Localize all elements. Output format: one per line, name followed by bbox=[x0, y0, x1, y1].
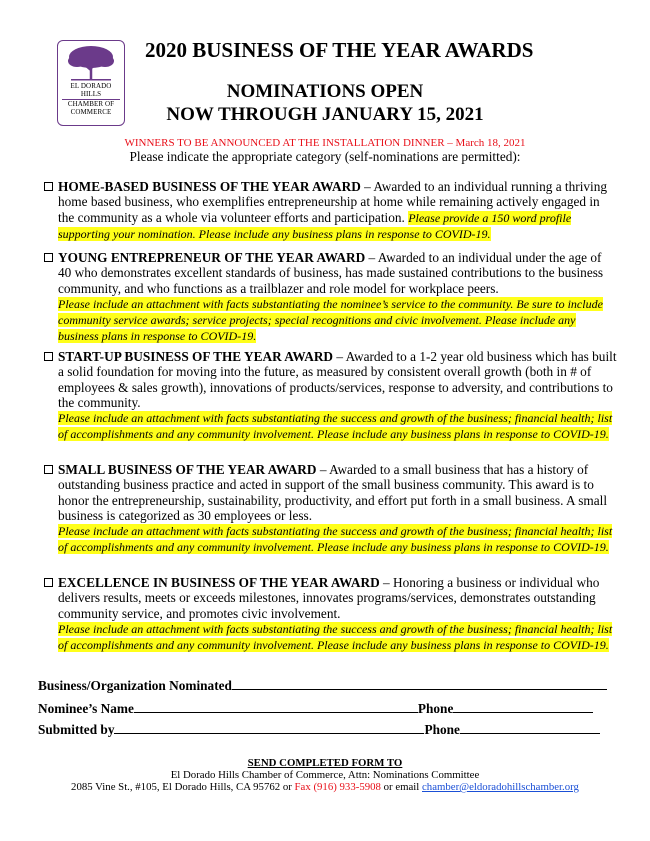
award-checkbox[interactable] bbox=[44, 352, 53, 361]
award-name: YOUNG ENTREPRENEUR OF THE YEAR AWARD bbox=[58, 250, 366, 265]
footer-fax: Fax (916) 933-5908 bbox=[294, 781, 381, 793]
subtitle-deadline: NOW THROUGH JANUARY 15, 2021 bbox=[166, 104, 484, 125]
nominee-field-row bbox=[38, 700, 593, 717]
award-name: SMALL BUSINESS OF THE YEAR AWARD bbox=[58, 462, 317, 477]
award-description: – Awarded to an individual under the age of 40 who demonstrates excellent standards of business, has made sustained contributions to the business community, and who functions as a trailblazer and role model for workplace peers. bbox=[58, 250, 604, 296]
submitter-phone-line[interactable] bbox=[460, 721, 600, 734]
footer-line1: El Dorado Hills Chamber of Commerce, Attn: Nominations Committee bbox=[170, 769, 480, 781]
award-note: Please provide a 150 word profile supporting your nomination. Please include any business plans in response to COVID-19. bbox=[58, 210, 572, 241]
award-description: – Awarded to a 1-2 year old business which has built a solid foundation for moving into the future, as measured by consistent overall growth (both in # of employees & sales growth), innovations of products/services, response to adversity, and contributions to the community. bbox=[58, 349, 617, 410]
business-label: Business/Organization Nominated bbox=[38, 678, 232, 693]
award-excellence bbox=[58, 575, 618, 653]
award-checkbox[interactable] bbox=[44, 465, 53, 474]
award-name: HOME-BASED BUSINESS OF THE YEAR AWARD bbox=[58, 179, 361, 194]
award-description: – Awarded to an individual running a thriving home based business, who exemplifies entrepreneurship at home while remaining actively engaged in the community as a whole via volunteer efforts and participation. bbox=[58, 179, 608, 225]
instruction-text: Please indicate the appropriate category (self-nominations are permitted): bbox=[129, 149, 521, 164]
submitted-input-line[interactable] bbox=[114, 721, 424, 734]
business-field-row bbox=[38, 677, 607, 694]
winners-note: WINNERS TO BE ANNOUNCED AT THE INSTALLATION DINNER – March 18, 2021 bbox=[124, 137, 526, 149]
nominee-label: Nominee’s Name bbox=[38, 701, 134, 716]
submitted-field-row bbox=[38, 721, 600, 738]
footer-heading: SEND COMPLETED FORM TO bbox=[247, 757, 403, 769]
nominee-input-line[interactable] bbox=[134, 700, 418, 713]
award-name: START-UP BUSINESS OF THE YEAR AWARD bbox=[58, 349, 334, 364]
award-start-up bbox=[58, 349, 618, 443]
phone-label: Phone bbox=[417, 701, 454, 716]
award-note: Please include an attachment with facts substantiating the success and growth of the business; financial health; list of accomplishments and any community involvement. Please include any business plans in response to COVID-19. bbox=[58, 524, 613, 555]
award-note: Please include an attachment with facts substantiating the nominee’s service to the community. Be sure to include community service awards; service projects; special recognitions and civic involvement. Please include any business plans in response to COVID-19. bbox=[58, 296, 603, 344]
award-note: Please include an attachment with facts substantiating the success and growth of the business; financial health; list of accomplishments and any community involvement. Please include any business plans in response to COVID-19. bbox=[58, 411, 613, 442]
logo-line4: COMMERCE bbox=[70, 108, 112, 116]
oak-tree-icon bbox=[65, 44, 117, 82]
phone-label: Phone bbox=[424, 722, 460, 737]
award-description: – Awarded to a small business that has a history of outstanding business practice and acted in support of the small business community. This award is to honor the entrepreneurship, sustainability, productivity, and effort put forth in a small business. A small business is categorized as 30 employees or less. bbox=[58, 462, 608, 523]
submitted-label: Submitted by bbox=[38, 722, 115, 737]
award-checkbox[interactable] bbox=[44, 253, 53, 262]
subtitle-nominations-open: NOMINATIONS OPEN bbox=[226, 81, 424, 102]
award-young-entrepreneur bbox=[58, 250, 618, 345]
page-title: 2020 BUSINESS OF THE YEAR AWARDS bbox=[145, 38, 534, 62]
award-note: Please include an attachment with facts substantiating the success and growth of the business; financial health; list of accomplishments and any community involvement. Please include any business plans in response to COVID-19. bbox=[58, 621, 613, 653]
logo-line3: CHAMBER OF bbox=[67, 100, 115, 108]
award-checkbox[interactable] bbox=[44, 578, 53, 587]
footer-contact bbox=[0, 781, 650, 793]
nominee-phone-line[interactable] bbox=[453, 700, 593, 713]
award-small-business bbox=[58, 462, 618, 556]
award-checkbox[interactable] bbox=[44, 182, 53, 191]
award-name: EXCELLENCE IN BUSINESS OF THE YEAR AWARD bbox=[58, 575, 380, 590]
footer-address: 2085 Vine St., #105, El Dorado Hills, CA 95762 or bbox=[71, 781, 295, 793]
footer-email-link[interactable]: chamber@eldoradohillschamber.org bbox=[422, 781, 579, 793]
business-input-line[interactable] bbox=[232, 677, 607, 690]
award-description: – Honoring a business or individual who delivers results, meets or exceeds milestones, innovates programs/services, demonstrates outstanding community service, and promotes civic involvement. bbox=[58, 575, 600, 621]
logo-line2: HILLS bbox=[80, 90, 102, 98]
award-home-based bbox=[58, 179, 618, 242]
logo-line1: EL DORADO bbox=[70, 82, 112, 90]
footer-or-email: or email bbox=[380, 781, 422, 793]
